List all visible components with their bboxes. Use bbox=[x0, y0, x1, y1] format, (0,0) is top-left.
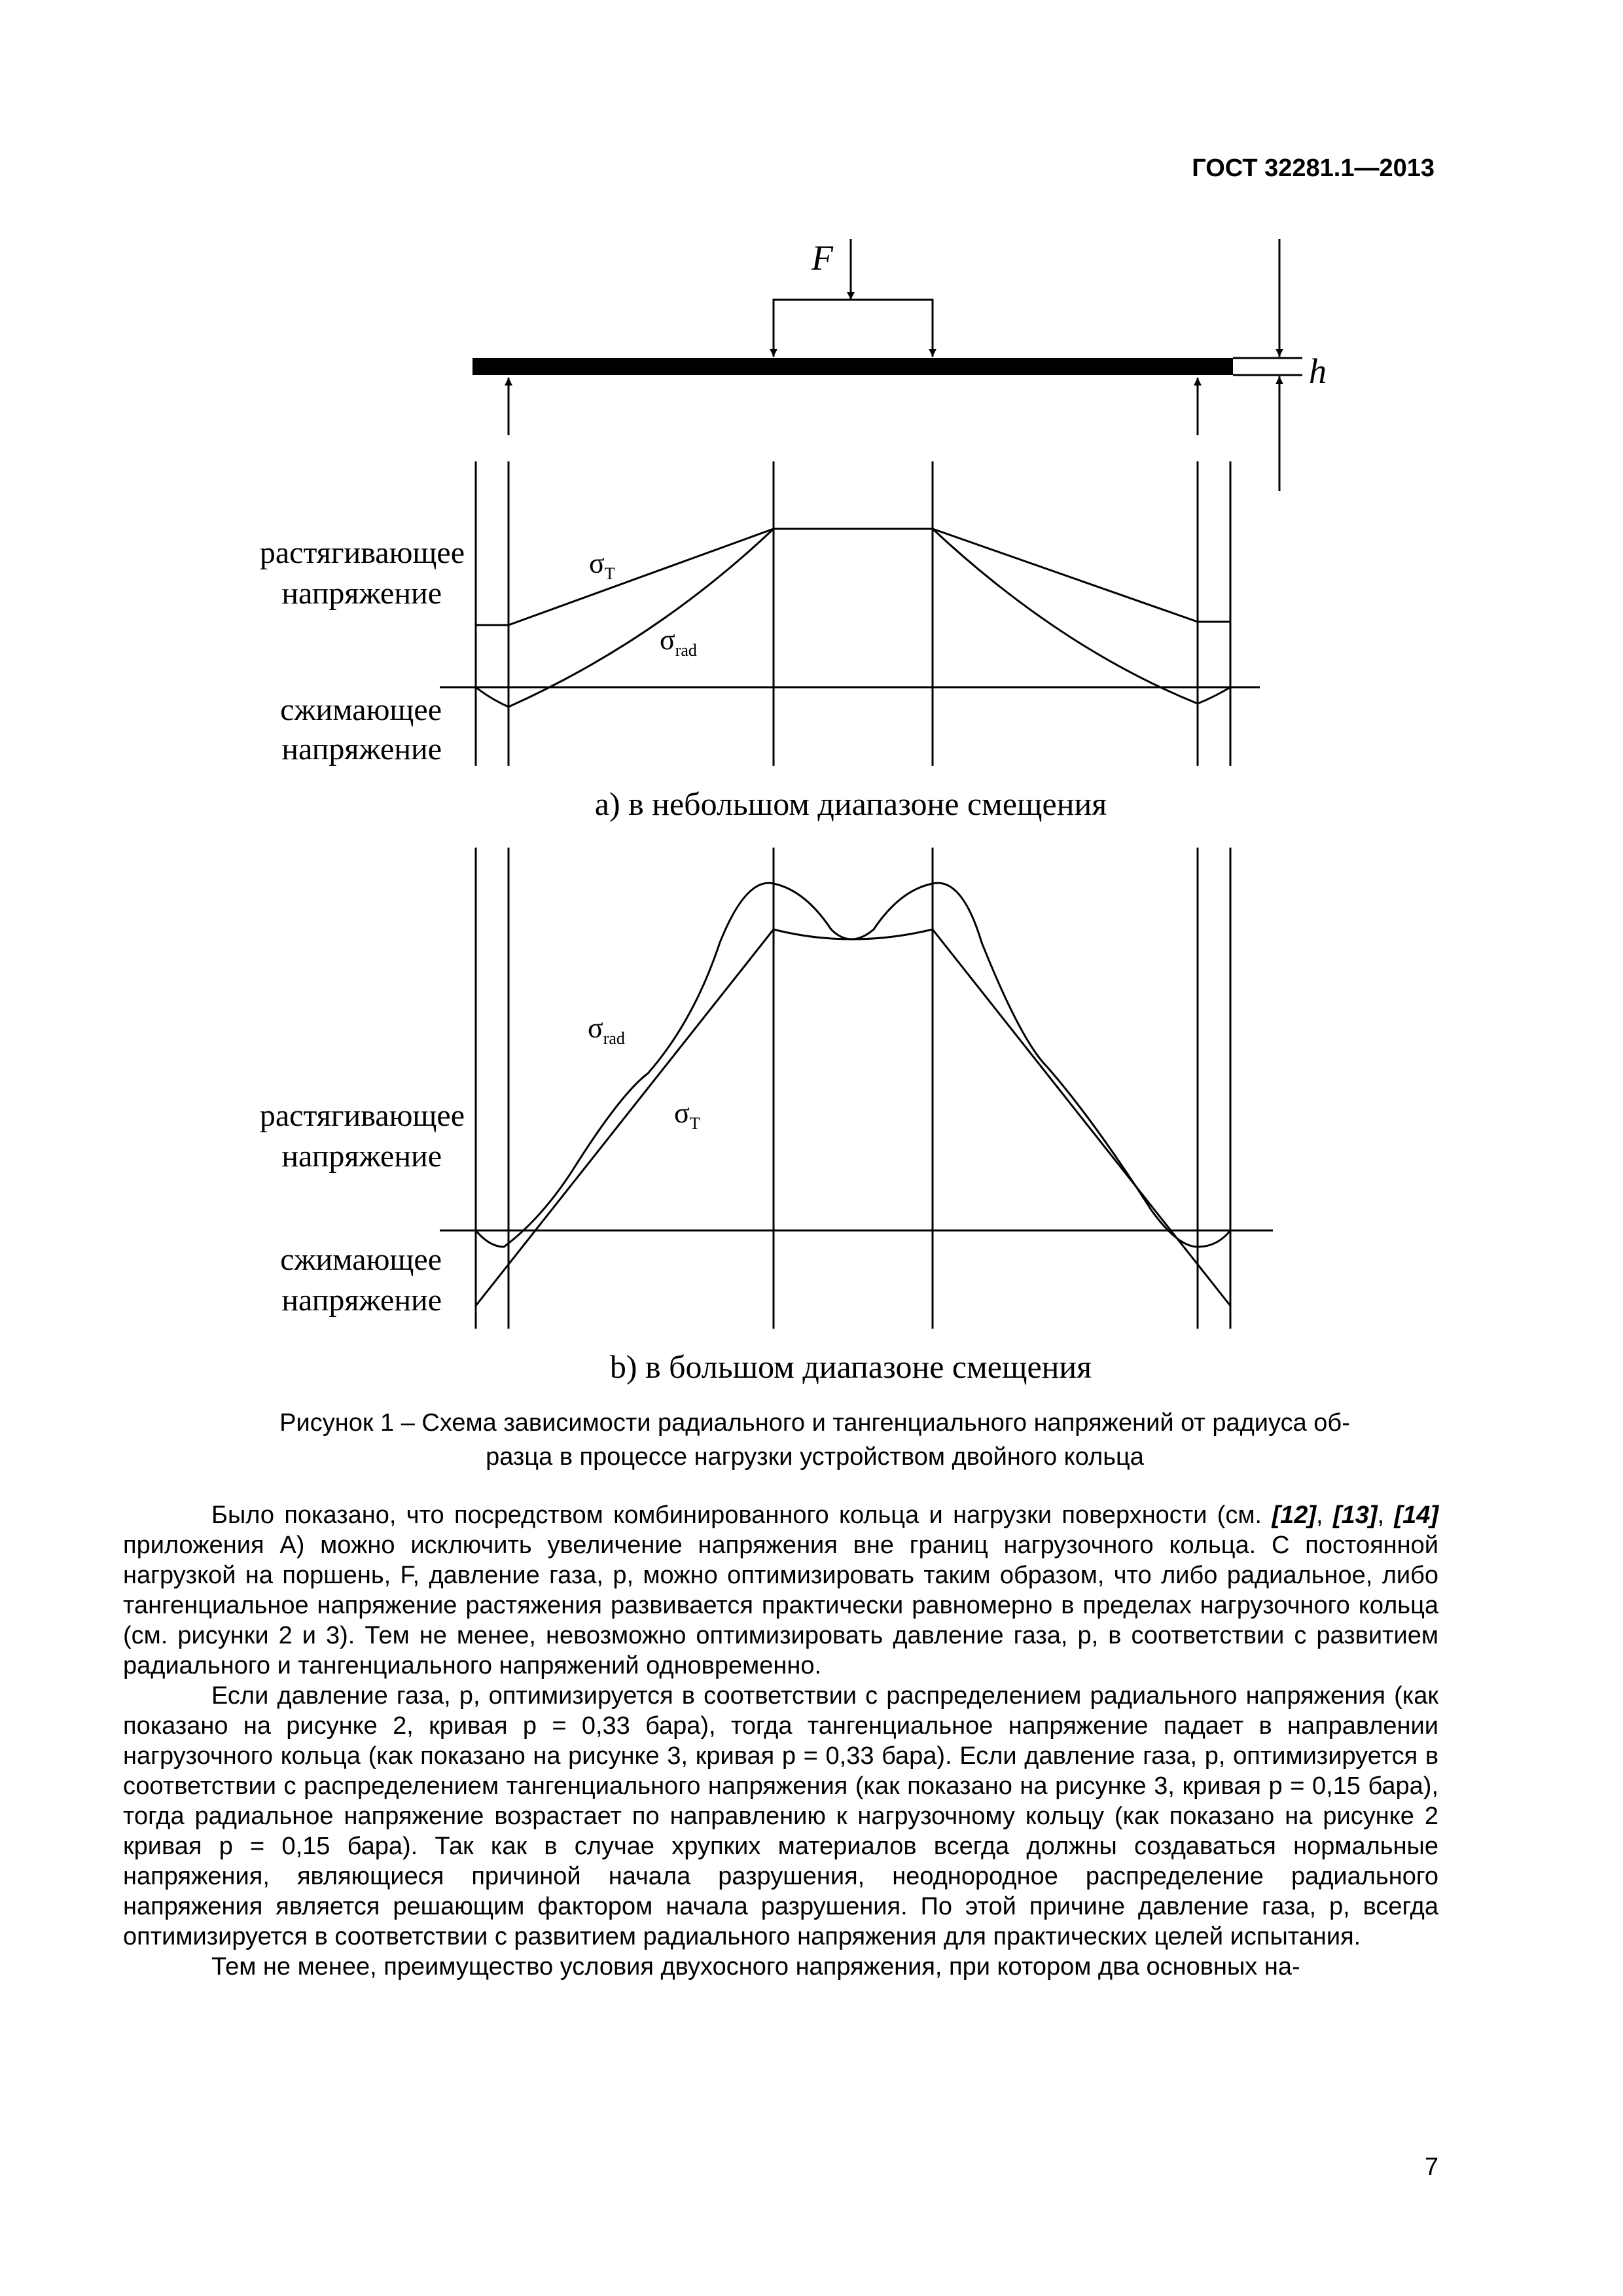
panel-b-chart bbox=[440, 848, 1273, 1329]
panel-a-compression-label-2: напряжение bbox=[281, 732, 442, 766]
panel-b-sigma-t-curve bbox=[476, 929, 1230, 1306]
figure-caption-line-1: Рисунок 1 – Схема зависимости радиального и тангенциального напряжений от радиуса об- bbox=[279, 1409, 1350, 1437]
paragraph-1-part-b: , bbox=[1316, 1501, 1333, 1529]
paragraph-2: Если давление газа, p, оптимизируется в соответствии с распределением радиального напряжения (как показано на рисунке 2, кривая p = 0,33 бара), тогда тангенциальное напряжение падает в направлении нагрузочного кольца (как показано на рисунке 3, кривая p = 0,33 бара). Если давление газа, p, оптимизируется в соответствии с распределением тангенциального напряжения (как показано на рисунке 3, кривая p = 0,15 бара), тогда радиальное напряжение возрастает по направлению к нагрузочному кольцу (как показано на рисунке 2 кривая p = 0,15 бара). Так как в случае хрупких материалов всегда должны создаваться нормальные напряжения, являющиеся причиной начала разрушения, неоднородное распределение радиального напряжения является решающим фактором начала разрушения. По этой причине давление газа, p, всегда оптимизируется в соответствии с развитием радиального напряжения для практических целей испытания. bbox=[123, 1682, 1438, 1950]
specimen-plate bbox=[473, 358, 1233, 375]
panel-b-tension-label-1: растягивающее bbox=[259, 1098, 465, 1133]
panel-b-sigma-rad: $\sigma_{rad}$ bbox=[588, 1012, 625, 1048]
panel-a-sigma-rad: $\sigma_{rad}$ bbox=[660, 624, 697, 660]
force-label: F bbox=[812, 238, 833, 278]
paragraph-1 bbox=[123, 1500, 1438, 1681]
paragraph-3: Тем не менее, преимущество условия двухосного напряжения, при котором два основных на- bbox=[211, 1953, 1300, 1981]
figure-caption bbox=[216, 1406, 1414, 1474]
paragraph-1-part-c: , bbox=[1377, 1501, 1395, 1529]
panel-a-subtitle: а) в небольшом диапазоне смещения bbox=[594, 785, 1107, 822]
panel-b-compression-label-1: сжимающее bbox=[280, 1242, 442, 1277]
paragraph-1-part-a: Было показано, что посредством комбинированного кольца и нагрузки поверхности (см. bbox=[211, 1501, 1272, 1529]
panel-b-compression-label-2: напряжение bbox=[281, 1283, 442, 1318]
document-code: ГОСТ 32281.1—2013 bbox=[1192, 154, 1435, 182]
reference-13: [13] bbox=[1332, 1501, 1378, 1529]
body-text bbox=[123, 1500, 1438, 1982]
loading-yoke bbox=[774, 300, 933, 353]
panel-b-tension-label-2: напряжение bbox=[281, 1139, 442, 1174]
panel-a-sigma-t: $\sigma_T$ bbox=[589, 547, 615, 583]
panel-a-compression-label-1: сжимающее bbox=[280, 692, 442, 727]
thickness-label: h bbox=[1309, 351, 1327, 391]
panel-a-tension-label-2: напряжение bbox=[281, 576, 442, 611]
reference-14: [14] bbox=[1394, 1501, 1438, 1529]
panel-b-sigma-rad-curve bbox=[476, 883, 1230, 1247]
panel-b-subtitle: b) в большом диапазоне смещения bbox=[609, 1348, 1092, 1385]
panel-a-tension-label-1: растягивающее bbox=[259, 535, 465, 570]
panel-a-chart bbox=[440, 461, 1260, 766]
loading-setup bbox=[473, 239, 1302, 491]
reference-12: [12] bbox=[1272, 1501, 1317, 1529]
page-number: 7 bbox=[1424, 2153, 1438, 2181]
panel-b-sigma-t: $\sigma_T$ bbox=[674, 1097, 700, 1133]
figure-caption-line-2: разца в процессе нагрузки устройством двойного кольца bbox=[486, 1443, 1144, 1471]
paragraph-1-part-d: приложения А) можно исключить увеличение напряжения вне границ нагрузочного кольца. С постоянной нагрузкой на поршень, F, давление газа, p, можно оптимизировать таким образом, что либо радиальное, либо тангенциальное напряжение растяжения развивается практически равномерно в пределах нагрузочного кольца (см. рисунки 2 и 3). Тем не менее, невозможно оптимизировать давление газа, p, в соответствии с развитием радиального и тангенциального напряжений одновременно. bbox=[123, 1532, 1438, 1679]
